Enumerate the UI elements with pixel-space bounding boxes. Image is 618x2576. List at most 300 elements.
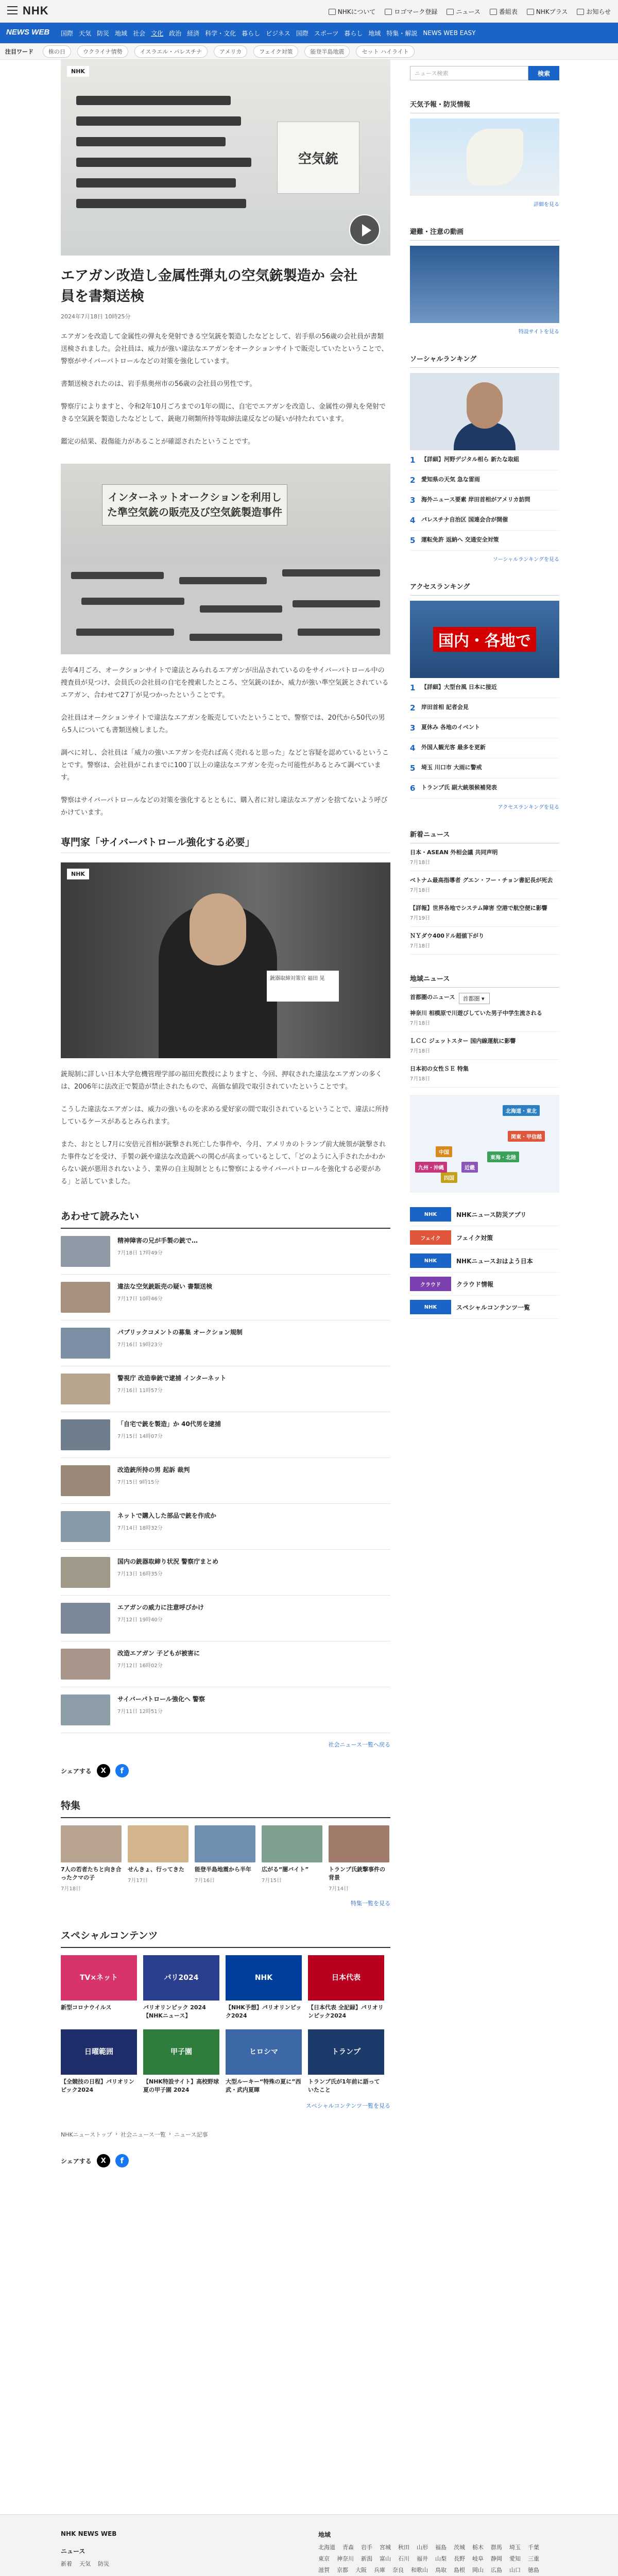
footer-region-link[interactable]: 群馬 bbox=[491, 2544, 502, 2551]
related-title: 警視庁 改造拳銃で逮捕 インターネット bbox=[117, 1375, 227, 1382]
special-title: 【NHK予想】パリオリンピック2024 bbox=[226, 2004, 302, 2019]
special-image: トランプ bbox=[308, 2029, 384, 2075]
article-paragraph: また、おととし7月に安倍元首相が銃撃され死亡した事件や、今月、アメリカのトランプ前大統領が銃撃された事件などを受け、手製の銃や違法な改造銃への関心が高まっているとして、「どのように入手されたかわからない銃が悪用されないよう、業界の自主規制とともに警察によるサイバーパトロールを強化する必要がある」と話していました。 bbox=[61, 1141, 386, 1185]
top-links bbox=[329, 0, 611, 23]
search-input[interactable]: ニュース検索 bbox=[410, 66, 528, 80]
ranking-item[interactable] bbox=[410, 778, 559, 799]
tag[interactable]: セット ハイライト bbox=[356, 45, 414, 58]
related-text bbox=[117, 1557, 218, 1588]
breadcrumb-separator: › bbox=[115, 2130, 118, 2137]
social-ranking-list bbox=[410, 450, 559, 551]
nav-item[interactable]: 社会 bbox=[133, 29, 146, 37]
related-text bbox=[117, 1649, 200, 1680]
footer-section-heading[interactable]: ニュース bbox=[61, 2548, 85, 2555]
feature-image bbox=[329, 1825, 389, 1862]
japan-map-shape bbox=[467, 129, 523, 185]
related-date: 7月15日 14時07分 bbox=[117, 1434, 163, 1439]
footer-region-link[interactable]: 大阪 bbox=[355, 2567, 367, 2573]
nav-item[interactable]: 防災 bbox=[97, 29, 110, 37]
tag[interactable]: アメリカ bbox=[214, 45, 247, 58]
weather-more-link[interactable]: 詳細を見る bbox=[534, 202, 559, 208]
features-more-link[interactable]: 特集一覧を見る bbox=[351, 1900, 390, 1907]
footer-region-link[interactable]: 宮城 bbox=[380, 2544, 391, 2551]
news-date: 7月18日 bbox=[410, 888, 431, 893]
special-card[interactable] bbox=[308, 2029, 384, 2094]
side-link-badge: NHK bbox=[410, 1253, 451, 1268]
x-icon[interactable]: X bbox=[97, 2154, 110, 2167]
breadcrumb-item[interactable]: NHKニューストップ bbox=[61, 2131, 112, 2138]
feature-card[interactable] bbox=[128, 1825, 188, 1892]
related-thumbnail bbox=[61, 1465, 110, 1496]
related-text bbox=[117, 1282, 212, 1313]
gun-image bbox=[76, 137, 226, 146]
feature-title: せんきょ、行ってきた bbox=[128, 1866, 184, 1873]
region-button[interactable]: 中国 bbox=[436, 1146, 452, 1157]
ranking-title: 海外ニュース要素 岸田首相がアメリカ訪問 bbox=[421, 496, 530, 503]
nav-item[interactable]: 地域 bbox=[115, 29, 128, 37]
nav-item[interactable]: 経済 bbox=[187, 29, 200, 37]
access-ranking-heading: アクセスランキング bbox=[410, 576, 559, 596]
search-button[interactable]: 検索 bbox=[528, 66, 559, 80]
nav-items bbox=[61, 23, 475, 43]
related-title: 「自宅で銃を製造」か 40代男を逮捕 bbox=[117, 1420, 221, 1428]
top-link[interactable]: ニュース bbox=[447, 7, 480, 16]
feature-card[interactable] bbox=[195, 1825, 255, 1892]
nav-item[interactable]: 国際 bbox=[296, 29, 308, 37]
x-icon[interactable]: X bbox=[97, 1764, 110, 1777]
footer-region-link[interactable]: 福島 bbox=[435, 2544, 447, 2551]
footer-region-link[interactable]: 長野 bbox=[454, 2555, 465, 2562]
related-thumbnail bbox=[61, 1328, 110, 1359]
nav-item[interactable]: スポーツ bbox=[314, 29, 339, 37]
special-image: ヒロシマ bbox=[226, 2029, 302, 2075]
region-button[interactable]: 関東・甲信越 bbox=[508, 1131, 545, 1142]
footer-region-link[interactable]: 鳥取 bbox=[435, 2567, 447, 2573]
footer-region-heading: 地域 bbox=[318, 2531, 331, 2538]
related-title: 改造銃所持の男 起訴 裁判 bbox=[117, 1466, 190, 1473]
social-more-link[interactable]: ソーシャルランキングを見る bbox=[492, 557, 559, 563]
news-title: 【詳報】世界各地でシステム障害 空港で航空便に影響 bbox=[410, 905, 547, 911]
news-item[interactable] bbox=[410, 1060, 559, 1088]
nav-item[interactable]: 暮らし bbox=[344, 29, 363, 37]
news-title: 神奈川 相模原で川遊びしていた男子中学生流される bbox=[410, 1010, 542, 1016]
gun-image bbox=[76, 96, 231, 105]
person-face bbox=[467, 382, 503, 429]
alert-heading: 避難・注意の動画 bbox=[410, 221, 559, 241]
tag[interactable]: 能登半島地震 bbox=[304, 45, 350, 58]
related-thumbnail bbox=[61, 1649, 110, 1680]
top-link[interactable]: NHKプラス bbox=[527, 7, 568, 16]
footer-region-link[interactable]: 広島 bbox=[491, 2567, 502, 2573]
feature-image bbox=[61, 1825, 122, 1862]
related-item[interactable] bbox=[61, 1320, 390, 1366]
related-thumbnail bbox=[61, 1236, 110, 1267]
footer-region-link[interactable]: 兵庫 bbox=[374, 2567, 385, 2573]
top-link[interactable]: お知らせ bbox=[577, 7, 611, 16]
footer-link[interactable]: 新着 bbox=[61, 2561, 72, 2567]
footer-region-link[interactable]: 徳島 bbox=[528, 2567, 539, 2573]
special-title: 新型コロナウイルス bbox=[61, 2004, 112, 2011]
footer-region-link[interactable]: 岩手 bbox=[361, 2544, 372, 2551]
related-item[interactable] bbox=[61, 1641, 390, 1687]
footer-region-link[interactable]: 北海道 bbox=[318, 2544, 335, 2551]
access-ranking-list bbox=[410, 678, 559, 799]
feature-card[interactable] bbox=[61, 1825, 122, 1892]
ranking-number: 2 bbox=[410, 476, 416, 485]
feature-image bbox=[262, 1825, 322, 1862]
special-card[interactable] bbox=[61, 2029, 137, 2094]
ranking-title: トランプ氏 副大統領候補発表 bbox=[421, 784, 497, 791]
news-date: 7月18日 bbox=[410, 1048, 431, 1054]
nav-item[interactable]: 暮らし bbox=[242, 29, 261, 37]
feature-date: 7月17日 bbox=[128, 1878, 148, 1884]
share-bar-bottom bbox=[61, 2154, 390, 2167]
ranking-item[interactable] bbox=[410, 511, 559, 531]
facebook-icon[interactable]: f bbox=[115, 2154, 129, 2167]
related-text bbox=[117, 1694, 205, 1725]
ranking-title: 愛知県の天気 急な雷雨 bbox=[421, 476, 480, 483]
article-title: エアガン改造し金属性弾丸の空気銃製造か 会社員を書類送検 bbox=[61, 268, 358, 304]
breadcrumb bbox=[61, 2130, 390, 2139]
gun-image bbox=[81, 598, 184, 605]
footer-region-link[interactable]: 岐阜 bbox=[472, 2555, 484, 2562]
news-item[interactable] bbox=[410, 1004, 559, 1032]
related-thumbnail bbox=[61, 1511, 110, 1542]
gun-image bbox=[76, 199, 246, 208]
related-thumbnail bbox=[61, 1374, 110, 1404]
article-paragraph: エアガンを改造して金属性の弾丸を発射できる空気銃を製造したなどとして、岩手県の56歳の会社員が書類送検されました。会社員は、威力が強い違法なエアガンをオークションサイトで販売していたということで、警察がサイバーパトロールなどの対策を強化しています。 bbox=[61, 333, 388, 365]
footer-region-link[interactable]: 青森 bbox=[342, 2544, 354, 2551]
footer-region-link[interactable]: 千葉 bbox=[528, 2544, 539, 2551]
related-title: 精神障害の兄が手製の銃で… bbox=[117, 1237, 198, 1244]
hero-sign: 空気銃 bbox=[277, 122, 359, 194]
news-title: ＬＣＣ ジェットスター 国内線運航に影響 bbox=[410, 1038, 516, 1044]
specials-heading: スペシャルコンテンツ bbox=[61, 1928, 390, 1948]
ranking-item[interactable] bbox=[410, 450, 559, 470]
feature-image bbox=[195, 1825, 255, 1862]
ranking-item[interactable] bbox=[410, 698, 559, 718]
ranking-title: 夏休み 各地のイベント bbox=[421, 724, 480, 731]
footer-region-link[interactable]: 東京 bbox=[318, 2555, 330, 2562]
photo-banner: インターネットオークションを利用した準空気銃の販売及び空気銃製造事件 bbox=[102, 484, 287, 526]
region-button[interactable]: 四国 bbox=[441, 1172, 457, 1183]
nav-item[interactable]: 文化 bbox=[151, 29, 164, 37]
footer-region-link[interactable]: 山口 bbox=[509, 2567, 521, 2573]
nhk-watermark: NHK bbox=[67, 869, 89, 879]
special-image: 日本代表 bbox=[308, 1955, 384, 2001]
region-news-list bbox=[410, 1004, 559, 1088]
region-selector bbox=[410, 993, 559, 1004]
side-link-badge: NHK bbox=[410, 1300, 451, 1314]
alert-more-link[interactable]: 特設サイトを見る bbox=[518, 329, 559, 335]
news-title: ベトナム最高指導者 グエン・フー・チョン書記長が死去 bbox=[410, 877, 553, 884]
top-link[interactable]: 番組表 bbox=[490, 7, 518, 16]
special-card[interactable] bbox=[143, 2029, 219, 2094]
footer-region-link[interactable]: 山梨 bbox=[435, 2555, 447, 2562]
footer-region-link[interactable]: 静岡 bbox=[491, 2555, 502, 2562]
ranking-item[interactable] bbox=[410, 758, 559, 778]
news-item[interactable] bbox=[410, 843, 559, 871]
features-heading: 特集 bbox=[61, 1798, 390, 1818]
alert-video-thumbnail[interactable] bbox=[410, 246, 559, 323]
nhk-logo[interactable]: NHK bbox=[23, 4, 49, 17]
ranking-item[interactable] bbox=[410, 490, 559, 511]
footer-link[interactable]: 天気 bbox=[79, 2561, 91, 2567]
feature-date: 7月18日 bbox=[61, 1886, 81, 1892]
specials-more-link[interactable]: スペシャルコンテンツ一覧を見る bbox=[305, 2103, 390, 2109]
ranking-number: 2 bbox=[410, 703, 416, 713]
link-icon bbox=[527, 9, 534, 15]
gun-image bbox=[282, 569, 380, 577]
related-text bbox=[117, 1328, 243, 1359]
ranking-item[interactable] bbox=[410, 738, 559, 758]
sidebar bbox=[410, 60, 559, 1319]
related-thumbnail bbox=[61, 1419, 110, 1450]
region-button[interactable]: 近畿 bbox=[461, 1162, 478, 1173]
breadcrumb-current: ニュース記事 bbox=[174, 2131, 208, 2138]
footer-region-link[interactable]: 富山 bbox=[380, 2555, 391, 2562]
search-box bbox=[410, 66, 559, 80]
related-item[interactable] bbox=[61, 1275, 390, 1320]
related-item[interactable] bbox=[61, 1229, 390, 1275]
news-date: 7月18日 bbox=[410, 1076, 431, 1082]
special-title: トランプ氏が1年前に語っていたこと bbox=[308, 2078, 380, 2093]
feature-card[interactable] bbox=[262, 1825, 322, 1892]
region-button[interactable]: 東海・北陸 bbox=[487, 1151, 519, 1162]
side-link-badge: フェイク bbox=[410, 1230, 451, 1245]
nav-item[interactable]: 科学・文化 bbox=[205, 29, 236, 37]
ranking-title: パレスチナ自治区 国連会合が開催 bbox=[421, 516, 508, 523]
tag[interactable]: イスラエル・パレスチナ bbox=[134, 45, 208, 58]
nav-item[interactable]: 天気 bbox=[79, 29, 92, 37]
nav-item[interactable]: NEWS WEB EASY bbox=[423, 29, 476, 37]
footer-region-link[interactable]: 岡山 bbox=[472, 2567, 484, 2573]
side-link[interactable] bbox=[410, 1273, 559, 1296]
related-title: 改造エアガン 子どもが被害に bbox=[117, 1650, 200, 1657]
gun-image bbox=[298, 629, 380, 636]
footer-region-link[interactable]: 三重 bbox=[528, 2555, 539, 2562]
footer-region-link[interactable]: 栃木 bbox=[472, 2544, 484, 2551]
ranking-title: 【詳細】河野デジタル相ら 新たな取組 bbox=[421, 456, 520, 463]
gun-image bbox=[76, 116, 241, 126]
related-date: 7月15日 9時15分 bbox=[117, 1480, 160, 1485]
related-title: パブリックコメントの募集 オークション規制 bbox=[117, 1329, 243, 1336]
article-paragraph: 銃規制に詳しい日本大学危機管理学部の福田充教授によりますと、今回、押収された違法なエアガンの多くは、2006年に法改正で製造が禁止されたもので、高価な値段で取引されていたということです。 bbox=[61, 1071, 382, 1091]
special-image: NHK bbox=[226, 1955, 302, 2001]
special-card[interactable] bbox=[143, 1955, 219, 2020]
special-card[interactable] bbox=[226, 2029, 302, 2094]
footer-right bbox=[318, 2530, 555, 2576]
side-link[interactable] bbox=[410, 1226, 559, 1249]
ranking-item[interactable] bbox=[410, 678, 559, 698]
nav-item[interactable]: ビジネス bbox=[266, 29, 290, 37]
ranking-item[interactable] bbox=[410, 470, 559, 490]
article-paragraph: 調べに対し、会社員は「威力の強いエアガンを売れば高く売れると思った」などと容疑を認めているということです。警察は、会社員がこれまでに100丁以上の違法なエアガンを売った可能性があるとみて調べています。 bbox=[61, 749, 389, 782]
nav-item[interactable]: 特集・解説 bbox=[386, 29, 418, 37]
top-link[interactable]: NHKについて bbox=[329, 7, 376, 16]
footer-region-link[interactable]: 京都 bbox=[337, 2567, 348, 2573]
access-more-link[interactable]: アクセスランキングを見る bbox=[497, 805, 559, 810]
footer-region-link[interactable]: 福井 bbox=[417, 2555, 428, 2562]
related-item[interactable] bbox=[61, 1458, 390, 1504]
trending-tags bbox=[0, 43, 618, 60]
related-item[interactable] bbox=[61, 1412, 390, 1458]
gun-image bbox=[179, 577, 267, 584]
feature-title: 能登半島地震から半年 bbox=[195, 1866, 251, 1873]
footer-left bbox=[61, 2530, 298, 2576]
tag[interactable]: 株の日 bbox=[43, 45, 71, 58]
ranking-number: 5 bbox=[410, 764, 416, 773]
ranking-item[interactable] bbox=[410, 718, 559, 738]
features-grid bbox=[61, 1825, 390, 1892]
news-date: 7月18日 bbox=[410, 943, 431, 949]
gun-image bbox=[76, 178, 236, 188]
main-nav bbox=[0, 23, 618, 43]
ranking-title: 埼玉 川口市 大雨に警戒 bbox=[421, 764, 482, 771]
news-item[interactable] bbox=[410, 899, 559, 927]
social-ranking-image[interactable] bbox=[410, 373, 559, 450]
side-link[interactable] bbox=[410, 1296, 559, 1319]
hero-video[interactable] bbox=[61, 60, 390, 256]
menu-icon[interactable] bbox=[7, 6, 18, 14]
footer-region-link[interactable]: 滋賀 bbox=[318, 2567, 330, 2573]
region-label: 首都圏のニュース bbox=[410, 994, 455, 1001]
region-dropdown[interactable]: 首都圏 ▾ bbox=[459, 993, 490, 1004]
news-date: 7月18日 bbox=[410, 1021, 431, 1026]
footer-region-link[interactable]: 島根 bbox=[454, 2567, 465, 2573]
related-date: 7月11日 12時51分 bbox=[117, 1709, 163, 1715]
ranking-number: 3 bbox=[410, 496, 416, 505]
ranking-number: 3 bbox=[410, 723, 416, 733]
footer-region-link[interactable]: 新潟 bbox=[361, 2555, 372, 2562]
side-link-title: NHKニュースおはよう日本 bbox=[456, 1257, 533, 1265]
footer-section-links bbox=[61, 2560, 298, 2568]
link-icon bbox=[577, 9, 584, 15]
access-ranking-image[interactable] bbox=[410, 601, 559, 678]
related-item[interactable] bbox=[61, 1687, 390, 1733]
access-image-label: 国内・各地で bbox=[433, 627, 536, 652]
ranking-number: 5 bbox=[410, 536, 416, 545]
nav-item[interactable]: 地域 bbox=[368, 29, 381, 37]
footer-brand[interactable]: NHK NEWS WEB bbox=[61, 2530, 117, 2537]
special-title: 大型ルーキー“特殊の夏に”西武・武内夏暉 bbox=[226, 2078, 301, 2093]
share-label: シェアする bbox=[61, 2157, 92, 2165]
nav-item[interactable]: 国際 bbox=[61, 29, 74, 37]
link-icon bbox=[385, 9, 392, 15]
related-title: 国内の銃器取締り状況 警察庁まとめ bbox=[117, 1558, 219, 1565]
special-card[interactable] bbox=[308, 1955, 384, 2020]
related-date: 7月13日 16時35分 bbox=[117, 1571, 163, 1577]
footer-region-link[interactable]: 愛知 bbox=[509, 2555, 521, 2562]
special-image: パリ2024 bbox=[143, 1955, 219, 2001]
ranking-number: 6 bbox=[410, 784, 416, 793]
gun-image bbox=[293, 600, 380, 607]
related-item[interactable] bbox=[61, 1504, 390, 1550]
feature-date: 7月15日 bbox=[262, 1878, 282, 1884]
gun-image bbox=[76, 158, 251, 167]
nav-item[interactable]: 政治 bbox=[169, 29, 182, 37]
related-date: 7月16日 11時57分 bbox=[117, 1388, 163, 1394]
social-ranking-heading: ソーシャルランキング bbox=[410, 348, 559, 368]
related-item[interactable] bbox=[61, 1596, 390, 1641]
related-text bbox=[117, 1374, 226, 1404]
related-heading: あわせて読みたい bbox=[61, 1209, 390, 1229]
related-more-link[interactable]: 社会ニュース一覧へ戻る bbox=[328, 1741, 390, 1748]
link-icon bbox=[329, 9, 336, 15]
share-bar bbox=[61, 1764, 390, 1777]
footer-region-link[interactable]: 茨城 bbox=[454, 2544, 465, 2551]
related-date: 7月16日 19時23分 bbox=[117, 1342, 163, 1348]
footer-columns bbox=[61, 2530, 555, 2576]
footer-link[interactable]: 防災 bbox=[98, 2561, 109, 2567]
footer-region-link[interactable]: 神奈川 bbox=[337, 2555, 354, 2562]
related-item[interactable] bbox=[61, 1366, 390, 1412]
related-date: 7月17日 10時46分 bbox=[117, 1296, 163, 1302]
news-title: ＮＹダウ400ドル超値下がり bbox=[410, 933, 484, 939]
specials-grid bbox=[61, 1955, 390, 2094]
ranking-title: 岸田首相 記者会見 bbox=[421, 704, 469, 710]
article-date: 2024年7月18日 10時25分 bbox=[61, 313, 131, 320]
footer-region-link[interactable]: 山形 bbox=[417, 2544, 428, 2551]
ranking-number: 1 bbox=[410, 455, 416, 465]
side-link-title: スペシャルコンテンツ一覧 bbox=[456, 1303, 530, 1311]
feature-card[interactable] bbox=[329, 1825, 389, 1892]
ranking-item[interactable] bbox=[410, 531, 559, 551]
nhk-watermark: NHK bbox=[67, 66, 89, 77]
feature-title: 広がる“闇バイト” bbox=[262, 1866, 309, 1873]
footer-region-link[interactable]: 和歌山 bbox=[411, 2567, 428, 2573]
tag[interactable]: フェイク対策 bbox=[253, 45, 298, 58]
news-web-logo[interactable]: NEWS WEB bbox=[6, 28, 50, 37]
related-date: 7月12日 16時02分 bbox=[117, 1663, 163, 1669]
article-paragraph: 書類送検されたのは、岩手県奥州市の56歳の会社員の男性です。 bbox=[61, 380, 256, 388]
news-item[interactable] bbox=[410, 1032, 559, 1060]
region-button[interactable]: 九州・沖縄 bbox=[415, 1162, 447, 1173]
play-icon[interactable] bbox=[349, 214, 380, 245]
footer-region-link[interactable]: 石川 bbox=[398, 2555, 409, 2562]
top-link[interactable]: ロゴマーク登録 bbox=[385, 7, 437, 16]
tag[interactable]: ウクライナ情勢 bbox=[77, 45, 128, 58]
footer-region-link[interactable]: 奈良 bbox=[392, 2567, 404, 2573]
article-column bbox=[61, 60, 390, 2167]
related-text bbox=[117, 1603, 204, 1634]
related-date: 7月14日 18時32分 bbox=[117, 1526, 163, 1531]
weather-map[interactable] bbox=[410, 118, 559, 196]
special-title: 【NHK特設サイト】高校野球 夏の甲子園 2024 bbox=[143, 2078, 219, 2093]
ranking-title: 【詳細】大型台風 日本に接近 bbox=[421, 684, 497, 690]
special-card[interactable] bbox=[61, 1955, 137, 2020]
news-item[interactable] bbox=[410, 871, 559, 899]
footer bbox=[0, 2514, 618, 2576]
special-image: 甲子園 bbox=[143, 2029, 219, 2075]
footer-region-link[interactable]: 秋田 bbox=[398, 2544, 409, 2551]
special-card[interactable] bbox=[226, 1955, 302, 2020]
tags-label: 注目ワード bbox=[5, 48, 33, 55]
facebook-icon[interactable]: f bbox=[115, 1764, 129, 1777]
related-text bbox=[117, 1511, 216, 1542]
side-link[interactable] bbox=[410, 1249, 559, 1273]
special-title: 【日本代表 全記録】パリオリンピック2024 bbox=[308, 2004, 384, 2019]
related-text bbox=[117, 1236, 198, 1267]
region-button[interactable]: 北海道・東北 bbox=[503, 1105, 540, 1116]
side-link[interactable] bbox=[410, 1203, 559, 1226]
related-text bbox=[117, 1419, 221, 1450]
news-item[interactable] bbox=[410, 927, 559, 955]
footer-region-link[interactable]: 埼玉 bbox=[509, 2544, 521, 2551]
article-paragraph: こうした違法なエアガンは、威力の強いものを求める愛好家の間で取引されているということで、違法に所持しているケースがあるとみられます。 bbox=[61, 1106, 389, 1126]
breadcrumb-item[interactable]: 社会ニュース一覧 bbox=[121, 2131, 166, 2138]
related-item[interactable] bbox=[61, 1550, 390, 1596]
